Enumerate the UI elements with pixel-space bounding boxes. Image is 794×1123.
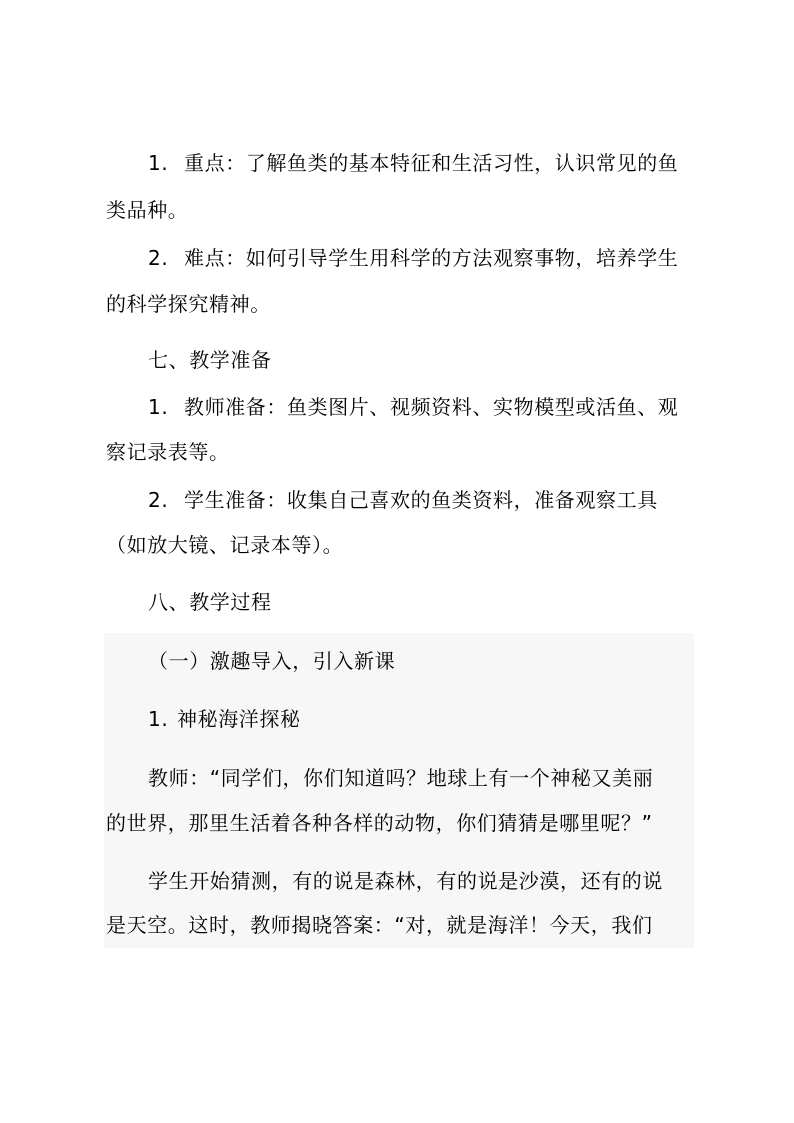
focus-item-1-continuation: 类品种。 [106, 198, 189, 222]
teacher-dialogue-line-2: 的世界，那里生活着各种各样的动物，你们猜猜是哪里呢？” [106, 811, 653, 835]
focus-item-1-line-1: 重点：了解鱼类的基本特征和生活习性，认识常见的鱼 [184, 151, 679, 175]
preparation-item-2-continuation: （如放大镜、记录本等）。 [106, 533, 344, 557]
focus-item-2-line-1: 难点：如何引导学生用科学的方法观察事物，培养学生 [184, 246, 679, 270]
preparation-heading: 七、教学准备 [148, 348, 272, 372]
preparation-item-2-line-1: 学生准备：收集自己喜欢的鱼类资料，准备观察工具 [184, 488, 658, 512]
focus-item-2-continuation: 的科学探究精神。 [106, 292, 271, 316]
focus-item-2-number: 2. [148, 246, 169, 270]
preparation-item-1 [0, 389, 794, 425]
process-item-1 [0, 701, 794, 737]
focus-item-1-number: 1. [148, 151, 169, 175]
process-item-1-title: 神秘海洋探秘 [177, 707, 301, 731]
student-response-line-1: 学生开始猜测，有的说是森林，有的说是沙漠，还有的说 [148, 869, 663, 893]
preparation-item-1-number: 1. [148, 395, 169, 419]
process-heading: 八、教学过程 [148, 590, 272, 614]
teacher-dialogue-line-1: 教师：“同学们，你们知道吗？地球上有一个神秘又美丽 [148, 766, 654, 790]
focus-item-1 [0, 145, 794, 181]
preparation-item-2-number: 2. [148, 488, 169, 512]
student-response-line-2: 是天空。这时，教师揭晓答案：“对，就是海洋！今天，我们 [106, 913, 653, 937]
preparation-item-2 [0, 482, 794, 518]
process-subheading: （一）激趣导入，引入新课 [148, 649, 396, 673]
focus-item-2 [0, 240, 794, 276]
preparation-item-1-line-1: 教师准备：鱼类图片、视频资料、实物模型或活鱼、观 [184, 395, 679, 419]
preparation-item-1-continuation: 察记录表等。 [106, 440, 230, 464]
process-item-1-number: 1. [148, 707, 169, 731]
